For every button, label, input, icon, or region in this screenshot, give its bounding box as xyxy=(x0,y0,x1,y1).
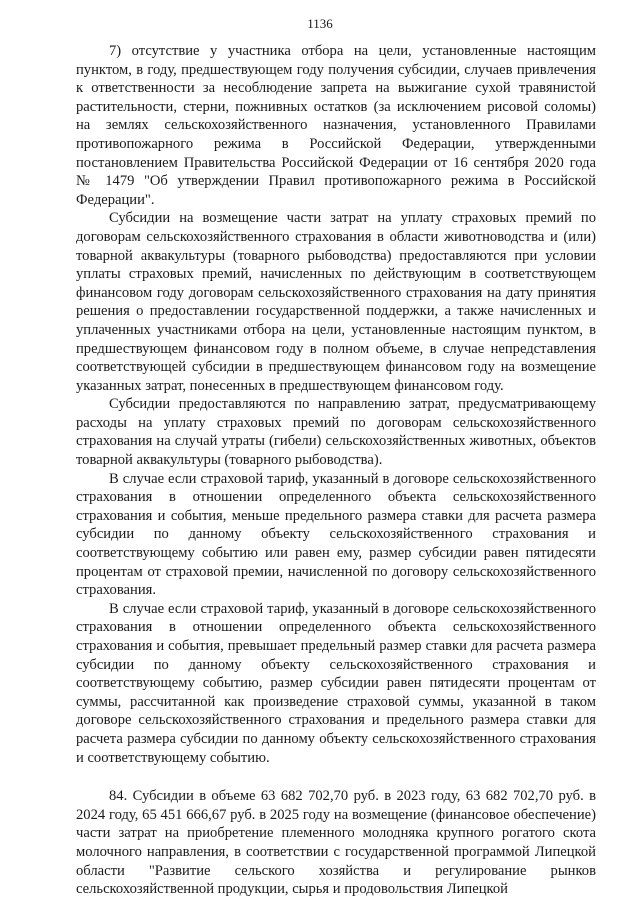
paragraph-item-7: 7) отсутствие у участника отбора на цели, установленные настоящим пунктом, в году, предшествующем году получения субсидии, случаев привлечения к ответственности за несоблюдение запрета на выжигание сухой травянистой растительности, стерни, пожнивных остатков (за исключением рисовой соломы) на землях сельскохозяйственного назначения, установленного Правилами противопожарного режима в Российской Федерации, утвержденными постановлением Правительства Российской Федерации от 16 сентября 2020 года № 1479 "Об утверждении Правил противопожарного режима в Российской Федерации". xyxy=(76,43,596,208)
paragraph-tariff-exceeds: В случае если страховой тариф, указанный в договоре сельскохозяйственного страхования в отношении определенного объекта сельскохозяйственного страхования и события, превышает предельный размер ставки для расчета размера субсидии по данному объекту сельскохозяйственного страхования и соответствующему событию, размер субсидии равен пятидесяти процентам от суммы, рассчитанной как произведение страховой суммы, указанной в таком договоре сельскохозяйственного страхования и предельного размера ставки для расчета размера субсидии по данному объекту сельскохозяйственного страхования и соответствующему событию. xyxy=(76,600,596,766)
paragraph-insurance-conditions: Субсидии на возмещение части затрат на уплату страховых премий по договорам сельскохозяйственного страхования в области животноводства и (или) товарной аквакультуры (товарного рыбоводства) предоставляются при условии уплаты страховых премий, начисленных по действующим в соответствующем финансовом году договорам сельскохозяйственного страхования на дату принятия решения о предоставлении государственной поддержки, а также начисленных и уплаченных участниками отбора на цели, установленные настоящим пунктом, в предшествующем финансовом году в полном объеме, в случае непредставления соответствующей субсидии в предшествующем финансовом году на возмещение указанных затрат, понесенных в предшествующем финансовом году. xyxy=(76,210,596,394)
paragraph-insurance-direction: Субсидии предоставляются по направлению затрат, предусматривающему расходы на уплату страховых премий по договорам сельскохозяйственного страхования на случай утраты (гибели) сельскохозяйственных животных, объектов товарной аквакультуры (товарного рыбоводства). xyxy=(76,396,596,469)
page-number: 1136 xyxy=(307,16,333,31)
paragraph-gap xyxy=(76,767,596,787)
paragraph-item-84: 84. Субсидии в объеме 63 682 702,70 руб. в 2023 году, 63 682 702,70 руб. в 2024 году, 65 451 666,67 руб. в 2025 году на возмещение (финансовое обеспечение) части затрат на приобретение племенного молодняка крупного рогатого скота молочного направления, в соответствии с государственной программой Липецкой области "Развитие сельского хозяйства и регулирование рынков сельскохозяйственной продукции, сырья и продовольствия Липецкой xyxy=(76,788,596,898)
document-body xyxy=(76,42,596,899)
paragraph-tariff-less: В случае если страховой тариф, указанный в договоре сельскохозяйственного страхования в отношении определенного объекта сельскохозяйственного страхования и события, меньше предельного размера ставки для расчета размера субсидии по данному объекту сельскохозяйственного страхования и соответствующему событию или равен ему, размер субсидии равен пятидесяти процентам от страховой премии, начисленной по договору сельскохозяйственного страхования. xyxy=(76,470,596,599)
